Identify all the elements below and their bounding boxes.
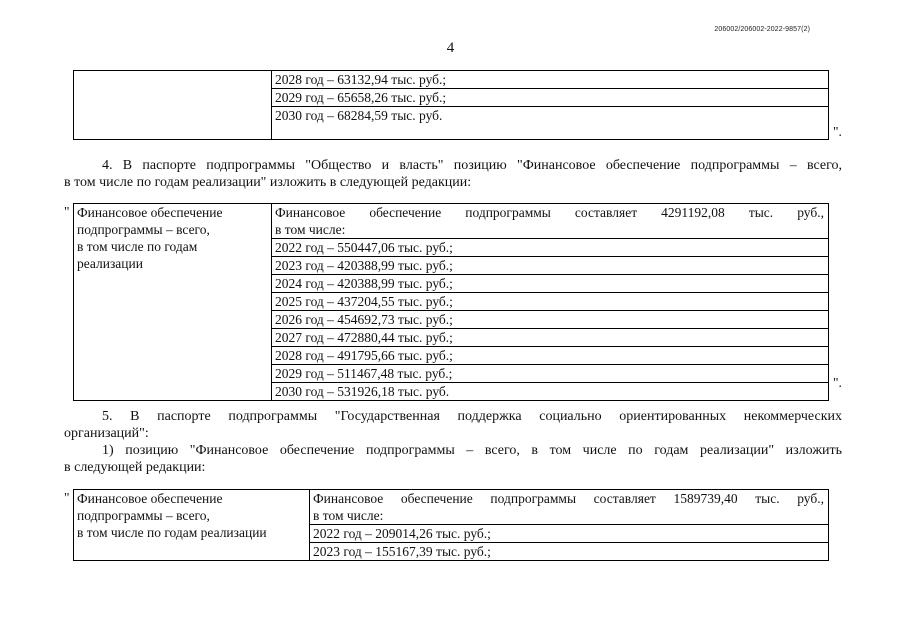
document-id: 206002/206002-2022-9857(2) <box>714 26 810 33</box>
table-row: 2029 год – 511467,48 тыс. руб.; <box>272 365 828 383</box>
table-row: 2022 год – 550447,06 тыс. руб.; <box>272 239 828 257</box>
page-number: 4 <box>446 40 455 56</box>
cell-line: подпрограммы – всего, <box>77 508 210 523</box>
table-financing-society <box>73 203 829 401</box>
opening-quote: " <box>64 490 70 505</box>
paragraph-line: в том числе по годам реализации" изложить в следующей редакции: <box>64 175 472 190</box>
financing-total-line: Финансовое обеспечение подпрограммы составляет 4291192,08 тыс. руб., <box>275 205 824 220</box>
financing-total-line: Финансовое обеспечение подпрограммы составляет 1589739,40 тыс. руб., <box>313 491 824 506</box>
table-row: 2030 год – 68284,59 тыс. руб. <box>275 108 443 123</box>
closing-quote: ". <box>833 375 842 390</box>
table-row: в том числе: <box>272 221 828 239</box>
cell-line: Финансовое обеспечение <box>77 205 223 220</box>
table-financing-nko <box>73 489 829 561</box>
table-right-cell <box>272 71 829 140</box>
table-left-cell <box>74 204 272 401</box>
cell-line: реализации <box>77 256 143 271</box>
table-row: 2023 год – 155167,39 тыс. руб.; <box>313 544 491 559</box>
table-left-cell <box>74 490 310 561</box>
cell-line: в том числе по годам реализации <box>77 525 267 540</box>
paragraph-line: в следующей редакции: <box>64 460 206 475</box>
table-right-cell <box>310 490 829 561</box>
cell-line: Финансовое обеспечение <box>77 491 223 506</box>
table-row: 2025 год – 437204,55 тыс. руб.; <box>272 293 828 311</box>
opening-quote: " <box>64 204 70 219</box>
paragraph-line: 1) позицию "Финансовое обеспечение подпрограммы – всего, в том числе по годам реализации" изложить <box>102 443 842 458</box>
paragraph-line: 4. В паспорте подпрограммы "Общество и власть" позицию "Финансовое обеспечение подпрограммы – всего, <box>102 158 842 173</box>
paragraph-5 <box>64 408 842 476</box>
table-row <box>272 204 828 221</box>
table-row <box>310 490 828 507</box>
cell-line: подпрограммы – всего, <box>77 222 210 237</box>
table-row: 2029 год – 65658,26 тыс. руб.; <box>272 89 828 107</box>
table-row: 2026 год – 454692,73 тыс. руб.; <box>272 311 828 329</box>
paragraph-line: организаций": <box>64 426 149 441</box>
closing-quote: ". <box>833 124 842 139</box>
table-row: 2028 год – 63132,94 тыс. руб.; <box>272 71 828 89</box>
table-row: в том числе: <box>310 507 828 525</box>
table-row: 2023 год – 420388,99 тыс. руб.; <box>272 257 828 275</box>
table-left-cell <box>74 71 272 140</box>
table-row: 2028 год – 491795,66 тыс. руб.; <box>272 347 828 365</box>
table-row: 2024 год – 420388,99 тыс. руб.; <box>272 275 828 293</box>
paragraph-line: 5. В паспорте подпрограммы "Государственная поддержка социально ориентированных некоммерческих <box>102 409 842 424</box>
paragraph-4 <box>64 157 842 191</box>
cell-line: в том числе по годам <box>77 239 198 254</box>
table-right-cell <box>272 204 829 401</box>
table-financing-continuation <box>73 70 829 140</box>
table-row: 2030 год – 531926,18 тыс. руб. <box>275 384 450 399</box>
table-row: 2027 год – 472880,44 тыс. руб.; <box>272 329 828 347</box>
table-row: 2022 год – 209014,26 тыс. руб.; <box>310 525 828 543</box>
